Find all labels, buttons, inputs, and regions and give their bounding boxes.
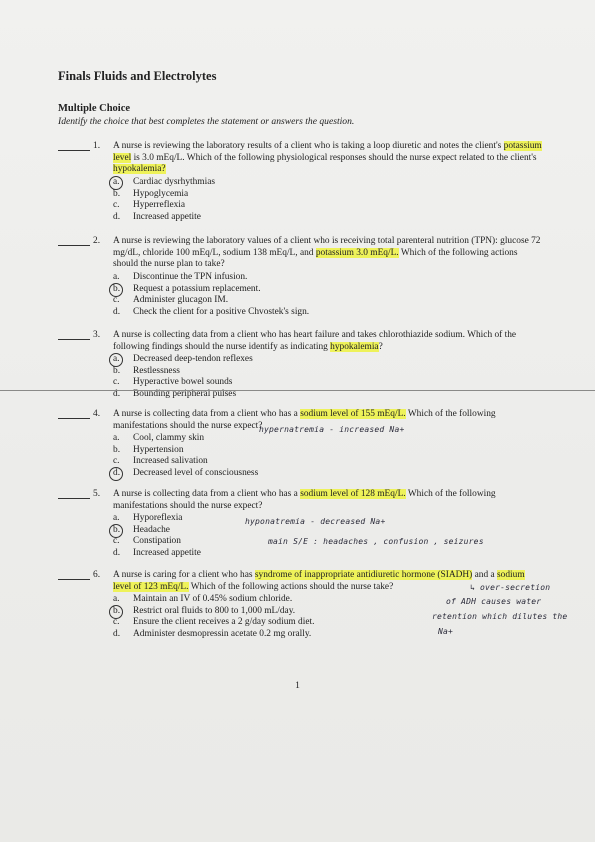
question-stem: A nurse is reviewing the laboratory values of a client who is receiving total parenteral nutrition (TPN): glucose 72 mg/dL, chloride 100 mEq/L, sodium 138 mEq/L, and potassium 3.0 mEq/L. Which of the following actions should the nurse plan to take? [113,236,541,270]
handwritten-note: of ADH causes water [446,597,542,606]
handwritten-note: hypernatremia - increased Na+ [259,425,405,434]
handwritten-note: retention which dilutes the [432,612,568,621]
document-page: Finals Fluids and Electrolytes Multiple Choice Identify the choice that best completes the statement or answers the question. 1. A nurse is reviewing the laboratory results of a client who is taking a loop diuretic and notes the client's potassium level is 3.0 mEq/L. Which of the following physiological responses should the nurse expect related to the client's hypokalemia? a. Cardiac dysrhythmias b. Hypoglycemia c. Hyperreflexia d. Increased appetite 2. A nurse is reviewing the laboratory values of a client who is receiving total parenteral nutrition (TPN): glucose 72 mg/dL, chloride 100 mEq/L, sodium 138 mEq/L, and potassium 3.0 mEq/L. Which of the following actions should the nurse plan to take? a. Discontinue the TPN infusion. b. Request a potassium replacement. c. Administer glucagon IM. d. Check the client for a positive Chvostek's sign. 3. A nurse is collecting data from a client who has heart failure and takes chlorothiazide sodium. Which of the following findings should the nurse identify as indicating hypokalemia? a. Decreased deep-tendon reflexes b. Restlessness c. Hyperactive bowel sounds d. Bounding peripheral pulses 4. A nurse is collecting data from a client who has a sodium level of 155 mEq/L. Which of the following manifestations should the nurse expect? a. Cool, clammy skin b. Hypertension c. Increased salivation d. Decreased level of consciousness hypernatremia - increased Na+ 5. A nurse is collecting data from a client who has a sodium level of 128 mEq/L. Which of the following manifestations should the nurse expect? a. Hyporeflexia b. Headache c. Constipation d. Increased appetite hyponatremia - decreased Na+ main S/E : headaches , confusion , seizures 6. A nurse is caring for a client who has syndrome of inappropriate antidiuretic hormone (SIADH) and a sodium level of 123 mEq/L. Which of the following actions should the nurse take? a. Maintain an IV of 0.45% sodium chloride. b. Restrict oral fluids to 800 to 1,000 mL/day. c. Ensure the client receives a 2 g/day sodium diet. d. Administer desmopressin acetate 0.2 mg orally. ↳ over-secretion of ADH causes water retention which dilutes the Na+ 1 [0,0,595,842]
question-stem: A nurse is collecting data from a client who has heart failure and takes chlorothiazide sodium. Which of the following findings should the nurse identify as indicating hypokalemia? [113,330,517,352]
answer-blank [58,245,90,246]
handwritten-note: Na+ [438,627,454,636]
page-number: 1 [295,681,300,691]
highlight: sodium level of 123 mEq/L. [113,570,525,592]
answer-blank [58,498,90,499]
answer-blank [58,339,90,340]
question-stem: A nurse is collecting data from a client who has a sodium level of 155 mEq/L. Which of the following manifestations should the nurse expect? [113,409,496,431]
handwritten-note: main S/E : headaches , confusion , seizures [268,537,484,546]
highlight: potassium 3.0 mEq/L. [315,247,399,258]
page-title: Finals Fluids and Electrolytes [58,69,217,83]
question-number: 6. [93,570,101,580]
highlight: hypokalemia [330,341,379,352]
highlight: sodium level of 155 mEq/L. [300,409,406,419]
scan-rule-line [0,390,595,391]
handwritten-note: ↳ over-secretion [470,583,551,592]
question-number: 5. [93,489,101,499]
handwritten-note: hyponatremia - decreased Na+ [245,517,386,526]
question-number: 2. [93,236,101,246]
answer-blank [58,150,90,151]
section-heading: Multiple Choice [58,103,131,114]
highlight: potassium level [113,141,542,163]
question-stem: A nurse is caring for a client who has syndrome of inappropriate antidiuretic hormone (SIADH) and a sodium level of 123 mEq/L. Which of the following actions should the nurse take? [113,570,525,592]
question-number: 3. [93,330,101,340]
highlight: syndrome of inappropriate antidiuretic hormone (SIADH) [254,570,473,580]
question-number: 4. [93,409,101,419]
question-stem: A nurse is reviewing the laboratory results of a client who is taking a loop diuretic and notes the client's potassium level is 3.0 mEq/L. Which of the following physiological responses should the nurse expect related to the client's hypokalemia? [113,141,542,175]
answer-blank [58,579,90,580]
instructions: Identify the choice that best completes the statement or answers the question. [58,116,355,127]
highlight: sodium level of 128 mEq/L. [300,489,406,499]
question-number: 1. [93,141,101,151]
question-stem: A nurse is collecting data from a client who has a sodium level of 128 mEq/L. Which of the following manifestations should the nurse expect? [113,489,496,511]
highlight: hypokalemia? [113,164,166,175]
answer-blank [58,418,90,419]
